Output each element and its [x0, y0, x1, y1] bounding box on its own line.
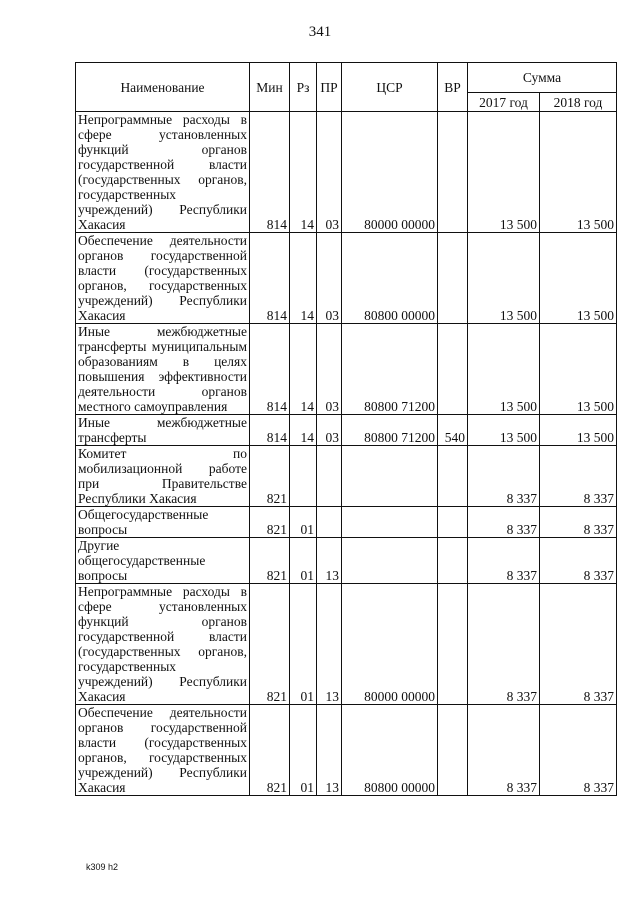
table-row — [76, 446, 617, 507]
row-name: Общегосударственные вопросы — [76, 507, 250, 538]
row-2017: 8 337 — [468, 705, 540, 796]
row-2018: 13 500 — [540, 324, 617, 415]
row-rz: 01 — [290, 705, 317, 796]
row-rz — [290, 446, 317, 507]
row-vr — [438, 324, 468, 415]
row-min: 821 — [250, 538, 290, 584]
row-pr: 13 — [317, 584, 342, 705]
row-rz: 14 — [290, 233, 317, 324]
table-row — [76, 507, 617, 538]
header-min: Мин — [250, 63, 290, 112]
row-vr — [438, 446, 468, 507]
row-2017: 13 500 — [468, 112, 540, 233]
row-pr: 13 — [317, 705, 342, 796]
row-vr — [438, 112, 468, 233]
row-csr: 80800 00000 — [342, 233, 438, 324]
row-pr — [317, 507, 342, 538]
row-name: Непрограммные расходы в сфере установленных функций органов государственной власти (государственных органов, государственных учреждений) Республики Хакасия — [76, 584, 250, 705]
row-min: 821 — [250, 705, 290, 796]
row-rz: 14 — [290, 415, 317, 446]
table-row — [76, 584, 617, 705]
row-2017: 13 500 — [468, 415, 540, 446]
row-2017: 8 337 — [468, 538, 540, 584]
row-name: Обеспечение деятельности органов государственной власти (государственных органов, государственных учреждений) Республики Хакасия — [76, 705, 250, 796]
table-body — [76, 112, 617, 796]
table-row — [76, 233, 617, 324]
row-2018: 8 337 — [540, 538, 617, 584]
table-row — [76, 538, 617, 584]
header-year-2018: 2018 год — [540, 93, 617, 112]
row-2018: 13 500 — [540, 233, 617, 324]
row-csr: 80800 00000 — [342, 705, 438, 796]
row-2018: 8 337 — [540, 584, 617, 705]
row-csr — [342, 507, 438, 538]
row-2018: 8 337 — [540, 446, 617, 507]
row-2017: 8 337 — [468, 446, 540, 507]
row-rz: 14 — [290, 112, 317, 233]
row-csr: 80000 00000 — [342, 584, 438, 705]
row-name: Обеспечение деятельности органов государственной власти (государственных органов, государственных учреждений) Республики Хакасия — [76, 233, 250, 324]
row-name: Иные межбюджетные трансферты — [76, 415, 250, 446]
row-vr — [438, 233, 468, 324]
row-2018: 13 500 — [540, 415, 617, 446]
row-2018: 8 337 — [540, 507, 617, 538]
row-rz: 01 — [290, 507, 317, 538]
row-csr: 80000 00000 — [342, 112, 438, 233]
row-2017: 13 500 — [468, 324, 540, 415]
row-min: 821 — [250, 507, 290, 538]
row-rz: 14 — [290, 324, 317, 415]
budget-table — [75, 62, 617, 796]
row-2018: 13 500 — [540, 112, 617, 233]
page-number: 341 — [308, 24, 332, 40]
row-2017: 13 500 — [468, 233, 540, 324]
row-vr — [438, 538, 468, 584]
row-min: 814 — [250, 415, 290, 446]
row-vr — [438, 584, 468, 705]
table-row — [76, 415, 617, 446]
row-vr: 540 — [438, 415, 468, 446]
row-pr: 03 — [317, 112, 342, 233]
row-name: Иные межбюджетные трансферты муниципальным образованиям в целях повышения эффективности деятельности органов местного самоуправления — [76, 324, 250, 415]
row-csr — [342, 538, 438, 584]
header-vr: ВР — [438, 63, 468, 112]
table-row — [76, 324, 617, 415]
row-rz: 01 — [290, 538, 317, 584]
row-pr: 03 — [317, 415, 342, 446]
header-sum: Сумма — [468, 63, 617, 93]
row-2018: 8 337 — [540, 705, 617, 796]
row-2017: 8 337 — [468, 584, 540, 705]
row-csr — [342, 446, 438, 507]
row-name: Непрограммные расходы в сфере установленных функций органов государственной власти (государственных органов, государственных учреждений) Республики Хакасия — [76, 112, 250, 233]
table-row — [76, 705, 617, 796]
row-min: 821 — [250, 446, 290, 507]
header-rz: Рз — [290, 63, 317, 112]
row-vr — [438, 507, 468, 538]
header-csr: ЦСР — [342, 63, 438, 112]
row-csr: 80800 71200 — [342, 324, 438, 415]
row-2017: 8 337 — [468, 507, 540, 538]
row-min: 814 — [250, 324, 290, 415]
row-csr: 80800 71200 — [342, 415, 438, 446]
row-min: 814 — [250, 233, 290, 324]
row-name: Другие общегосударственные вопросы — [76, 538, 250, 584]
row-vr — [438, 705, 468, 796]
header-year-2017: 2017 год — [468, 93, 540, 112]
row-pr: 03 — [317, 324, 342, 415]
row-pr — [317, 446, 342, 507]
row-rz: 01 — [290, 584, 317, 705]
header-name: Наименование — [76, 63, 250, 112]
row-name: Комитет по мобилизационной работе при Правительстве Республики Хакасия — [76, 446, 250, 507]
row-min: 814 — [250, 112, 290, 233]
row-min: 821 — [250, 584, 290, 705]
table-row — [76, 112, 617, 233]
row-pr: 13 — [317, 538, 342, 584]
footer-code: k309 h2 — [86, 862, 119, 872]
row-pr: 03 — [317, 233, 342, 324]
header-pr: ПР — [317, 63, 342, 112]
